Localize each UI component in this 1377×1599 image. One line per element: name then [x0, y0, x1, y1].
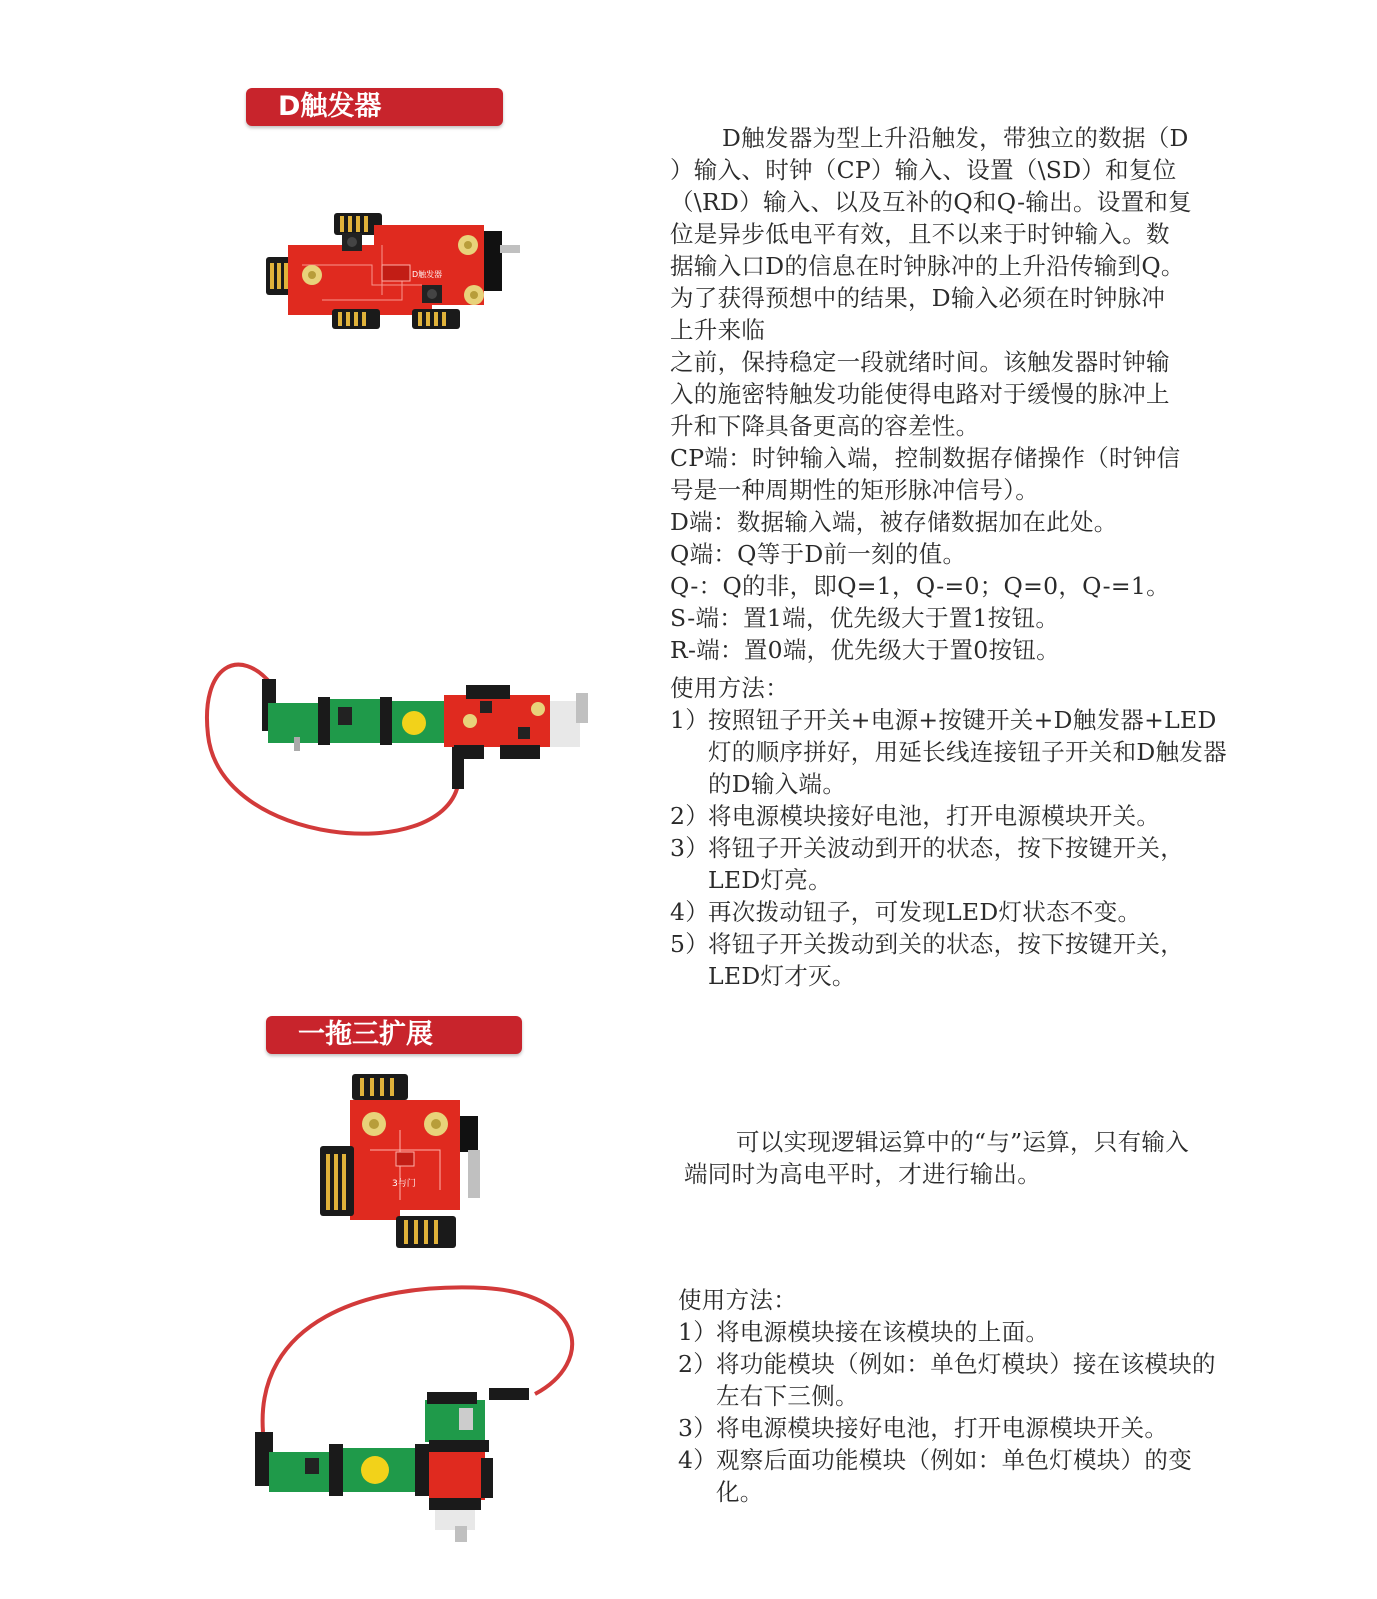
- d-flipflop-description: [670, 122, 1230, 666]
- one-to-three-description: [684, 1126, 1244, 1190]
- step-number: 2）: [670, 802, 710, 830]
- step-number: 4）: [670, 898, 710, 926]
- section-title-one-to-three: 一拖三扩展: [266, 1016, 522, 1054]
- usage-step: [670, 928, 1230, 992]
- d-flipflop-usage: [670, 672, 1230, 992]
- usage-step: [678, 1316, 1238, 1348]
- desc-line: 入的施密特触发功能使得电路对于缓慢的脉冲上: [670, 380, 1170, 408]
- step-number: 3）: [678, 1414, 718, 1442]
- terminal-line: 号是一种周期性的矩形脉冲信号）。: [670, 476, 1040, 504]
- section-title-d-flipflop: D触发器: [246, 88, 503, 126]
- d-flipflop-board-image: [262, 205, 527, 335]
- usage-title: 使用方法：: [670, 674, 789, 702]
- step-text: 将功能模块（例如：单色灯模块）接在该模块的左右下三侧。: [716, 1350, 1216, 1410]
- step-text: 将电源模块接好电池，打开电源模块开关。: [716, 1414, 1169, 1442]
- step-text: 将钮子开关波动到开的状态，按下按键开关，LED灯亮。: [708, 834, 1184, 894]
- usage-step: [670, 832, 1230, 896]
- step-text: 按照钮子开关+电源+按键开关+D触发器+LED灯的顺序拼好，用延长线连接钮子开关和D触发器的D输入端。: [708, 706, 1227, 798]
- one-to-three-circuit-image: [245, 1282, 590, 1544]
- usage-title: 使用方法：: [678, 1286, 797, 1314]
- desc-line: 升和下降具备更高的容差性。: [670, 412, 980, 440]
- usage-step: [678, 1412, 1238, 1444]
- usage-step: [678, 1444, 1238, 1508]
- desc-line: ）输入、时钟（CP）输入、设置（\SD）和复位: [670, 156, 1177, 184]
- desc-line: D触发器为型上升沿触发，带独立的数据（D: [722, 124, 1189, 152]
- desc-line: 位是异步低电平有效，且不以来于时钟输入。数: [670, 220, 1170, 248]
- terminal-line: D端：数据输入端，被存储数据加在此处。: [670, 508, 1118, 536]
- d-flipflop-circuit-image: [200, 645, 600, 860]
- step-number: 4）: [678, 1446, 718, 1474]
- desc-line: （\RD）输入、以及互补的Q和Q-输出。设置和复: [670, 188, 1192, 216]
- terminal-line: Q端：Q等于D前一刻的值。: [670, 540, 967, 568]
- one-to-three-board-image: [310, 1070, 510, 1255]
- usage-step: [670, 704, 1230, 800]
- usage-step: [670, 800, 1230, 832]
- step-number: 5）: [670, 930, 710, 958]
- step-text: 将电源模块接在该模块的上面。: [716, 1318, 1050, 1346]
- step-text: 将电源模块接好电池，打开电源模块开关。: [708, 802, 1161, 830]
- terminal-line: CP端：时钟输入端，控制数据存储操作（时钟信: [670, 444, 1181, 472]
- desc-line: 为了获得预想中的结果，D输入必须在时钟脉冲: [670, 284, 1166, 312]
- usage-step: [678, 1348, 1238, 1412]
- step-number: 1）: [670, 706, 710, 734]
- terminal-line: S-端：置1端，优先级大于置1按钮。: [670, 604, 1060, 632]
- desc-line: 端同时为高电平时，才进行输出。: [684, 1160, 1041, 1188]
- step-text: 再次拨动钮子，可发现LED灯状态不变。: [708, 898, 1142, 926]
- step-number: 2）: [678, 1350, 718, 1378]
- step-text: 将钮子开关拨动到关的状态，按下按键开关，LED灯才灭。: [708, 930, 1184, 990]
- board-silkscreen-label: 3与门: [392, 1179, 416, 1189]
- desc-line: 上升来临: [670, 316, 766, 344]
- desc-line: 据输入口D的信息在时钟脉冲的上升沿传输到Q。: [670, 252, 1185, 280]
- one-to-three-usage: [678, 1284, 1238, 1508]
- usage-step: [670, 896, 1230, 928]
- step-text: 观察后面功能模块（例如：单色灯模块）的变化。: [716, 1446, 1192, 1506]
- terminal-line: Q-：Q的非，即Q=1，Q-=0；Q=0，Q-=1。: [670, 572, 1170, 600]
- terminal-line: R-端：置0端，优先级大于置0按钮。: [670, 636, 1060, 664]
- desc-line: 之前，保持稳定一段就绪时间。该触发器时钟输: [670, 348, 1170, 376]
- step-number: 3）: [670, 834, 710, 862]
- board-silkscreen-label: D触发器: [412, 270, 443, 279]
- desc-line: 可以实现逻辑运算中的“与”运算，只有输入: [736, 1128, 1190, 1156]
- step-number: 1）: [678, 1318, 718, 1346]
